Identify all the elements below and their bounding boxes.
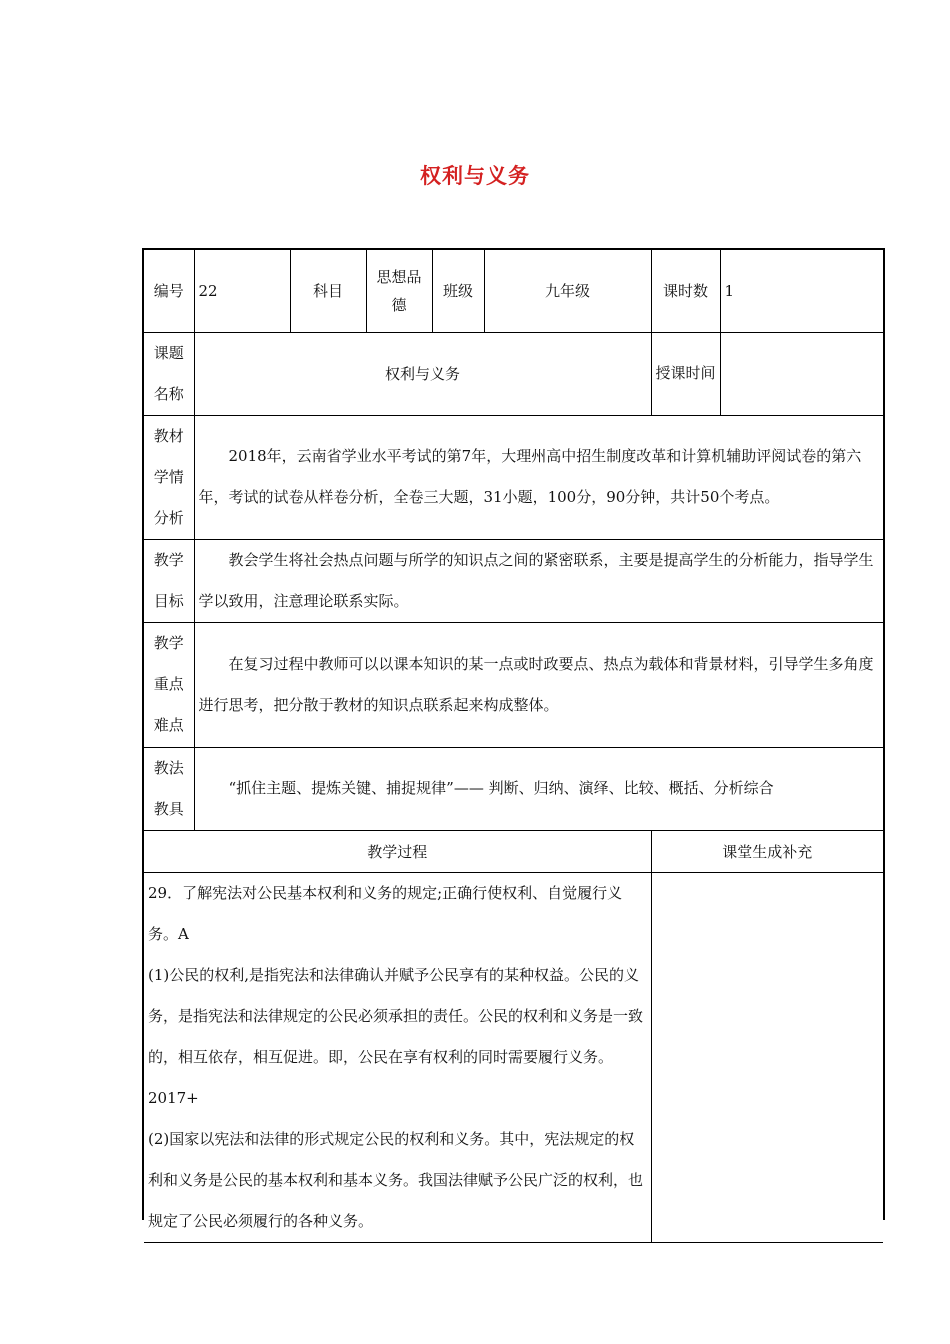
supplement-header: 课堂生成补充 [651,830,883,872]
lesson-plan-table [142,248,885,1230]
number-label: 编号 [144,250,194,332]
goal-row [144,539,883,622]
key-points-text: 在复习过程中教师可以以课本知识的某一点或时政要点、热点为载体和背景材料，引导学生多角度进行思考，把分散于教材的知识点联系起来构成整体。 [194,622,883,747]
subject-value: 思想品德 [366,250,432,332]
process-body [144,872,651,1242]
process-paragraph: 29．了解宪法对公民基本权利和义务的规定;正确行使权利、自觉履行义务。A [148,883,623,943]
analysis-row [144,415,883,539]
key-points-row [144,622,883,747]
class-label: 班级 [432,250,484,332]
supplement-body [651,872,883,1242]
process-paragraph: (1)公民的权利,是指宪法和法律确认并赋予公民享有的某种权益。公民的义务，是指宪法和法律规定的公民必须承担的责任。公民的权利和义务是一致的，相互依存，相互促进。即，公民在享有权利的同时需要履行义务。2017+ [148,965,644,1107]
topic-value: 权利与义务 [194,332,651,415]
goal-label: 教学目标 [144,539,194,622]
method-text: “抓住主题、提炼关键、捕捉规律”—— 判断、归纳、演绎、比较、概括、分析综合 [194,747,883,830]
method-row [144,747,883,830]
header-row [144,250,883,332]
number-value: 22 [194,250,290,332]
key-points-label: 教学重点难点 [144,622,194,747]
subject-label: 科目 [290,250,366,332]
hours-value: 1 [720,250,883,332]
process-header-row [144,830,883,872]
topic-row [144,332,883,415]
goal-text: 教会学生将社会热点问题与所学的知识点之间的紧密联系，主要是提高学生的分析能力，指导学生学以致用，注意理论联系实际。 [194,539,883,622]
analysis-label: 教材学情分析 [144,415,194,539]
process-header: 教学过程 [144,830,651,872]
method-label: 教法教具 [144,747,194,830]
process-body-row [144,872,883,1242]
class-value: 九年级 [484,250,651,332]
process-paragraph: (2)国家以宪法和法律的形式规定公民的权利和义务。其中，宪法规定的权利和义务是公民的基本权利和基本义务。我国法律赋予公民广泛的权利，也规定了公民必须履行的各种义务。 [148,1129,644,1230]
analysis-text: 2018年，云南省学业水平考试的第7年，大理州高中招生制度改革和计算机辅助评阅试卷的第六年，考试的试卷从样卷分析，全卷三大题，31小题，100分，90分钟，共计50个考点。 [194,415,883,539]
document-title: 权利与义务 [420,164,530,188]
time-value [720,332,883,415]
hours-label: 课时数 [651,250,720,332]
topic-label: 课题名称 [144,332,194,415]
time-label: 授课时间 [651,332,720,415]
